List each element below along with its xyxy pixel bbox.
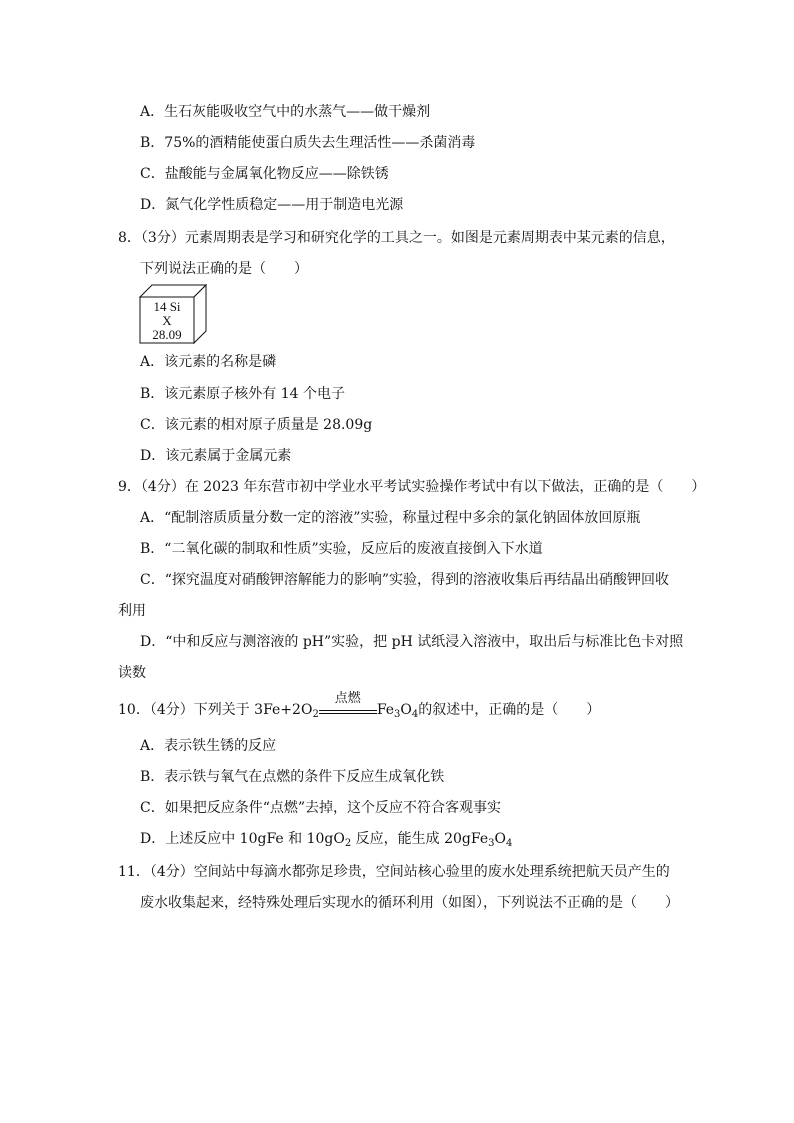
q10-option-b: B．表示铁与氧气在点燃的条件下反应生成氧化铁 <box>140 769 445 785</box>
q9-option-a: A．“配制溶质质量分数一定的溶液”实验，称量过程中多余的氯化钠固体放回原瓶 <box>140 510 641 526</box>
element-cell-figure <box>138 283 212 345</box>
q10-stem: 10．（4分）下列关于 $3Fe+2O_2$ 点燃 $Fe_3O_4$的叙述中，正确的是（ ） <box>118 691 601 720</box>
q10-option-a: A．表示铁生锈的反应 <box>140 738 277 754</box>
element-mass: 28.09 <box>152 327 182 342</box>
element-name: X <box>162 313 172 328</box>
q9-option-d-cont: 读数 <box>118 665 146 681</box>
q9-option-b: B．“二氧化碳的制取和性质”实验，反应后的废液直接倒入下水道 <box>140 541 543 557</box>
q10-option-d: D．上述反应中 10gFe 和 $10gO_2$ 反应，能生成 $20gFe_3O_4$ <box>140 831 513 849</box>
q8-stem-cont: 下列说法正确的是（ ） <box>140 261 308 277</box>
q7-option-d: D．氮气化学性质稳定——用于制造电光源 <box>140 197 404 213</box>
reaction-condition: 点燃 <box>319 700 377 720</box>
q8-option-a: A．该元素的名称是磷 <box>140 354 277 370</box>
q9-option-c: C．“探究温度对硝酸钾溶解能力的影响”实验，得到的溶液收集后再结晶出硝酸钾回收 <box>140 572 670 588</box>
q8-stem: 8．（3分）元素周期表是学习和研究化学的工具之一。如图是元素周期表中某元素的信息， <box>118 230 675 246</box>
q8-option-c: C．该元素的相对原子质量是 28.09g <box>140 417 373 433</box>
q9-option-c-cont: 利用 <box>118 603 146 619</box>
q7-option-a: A．生石灰能吸收空气中的水蒸气——做干燥剂 <box>140 104 431 120</box>
q9-stem: 9．（4分）在 2023 年东营市初中学业水平考试实验操作考试中有以下做法，正确的是（ ） <box>118 479 706 495</box>
q8-option-d: D．该元素属于金属元素 <box>140 448 292 464</box>
q11-stem: 11．（4分）空间站中每滴水都弥足珍贵，空间站核心验里的废水处理系统把航天员产生的 <box>118 864 670 880</box>
element-number-symbol: 14 Si <box>153 299 181 314</box>
q7-option-c: C．盐酸能与金属氧化物反应——除铁锈 <box>140 166 389 182</box>
q10-option-c: C．如果把反应条件“点燃”去掉，这个反应不符合客观事实 <box>140 800 502 816</box>
q9-option-d: D．“中和反应与测溶液的 pH”实验，把 pH 试纸浸入溶液中，取出后与标准比色卡对照 <box>140 634 684 650</box>
q11-stem-cont: 废水收集起来，经特殊处理后实现水的循环利用（如图），下列说法不正确的是（ ） <box>140 895 679 911</box>
q7-option-b: B．75%的酒精能使蛋白质失去生理活性——杀菌消毒 <box>140 135 476 151</box>
q8-option-b: B．该元素原子核外有 14 个电子 <box>140 386 346 402</box>
